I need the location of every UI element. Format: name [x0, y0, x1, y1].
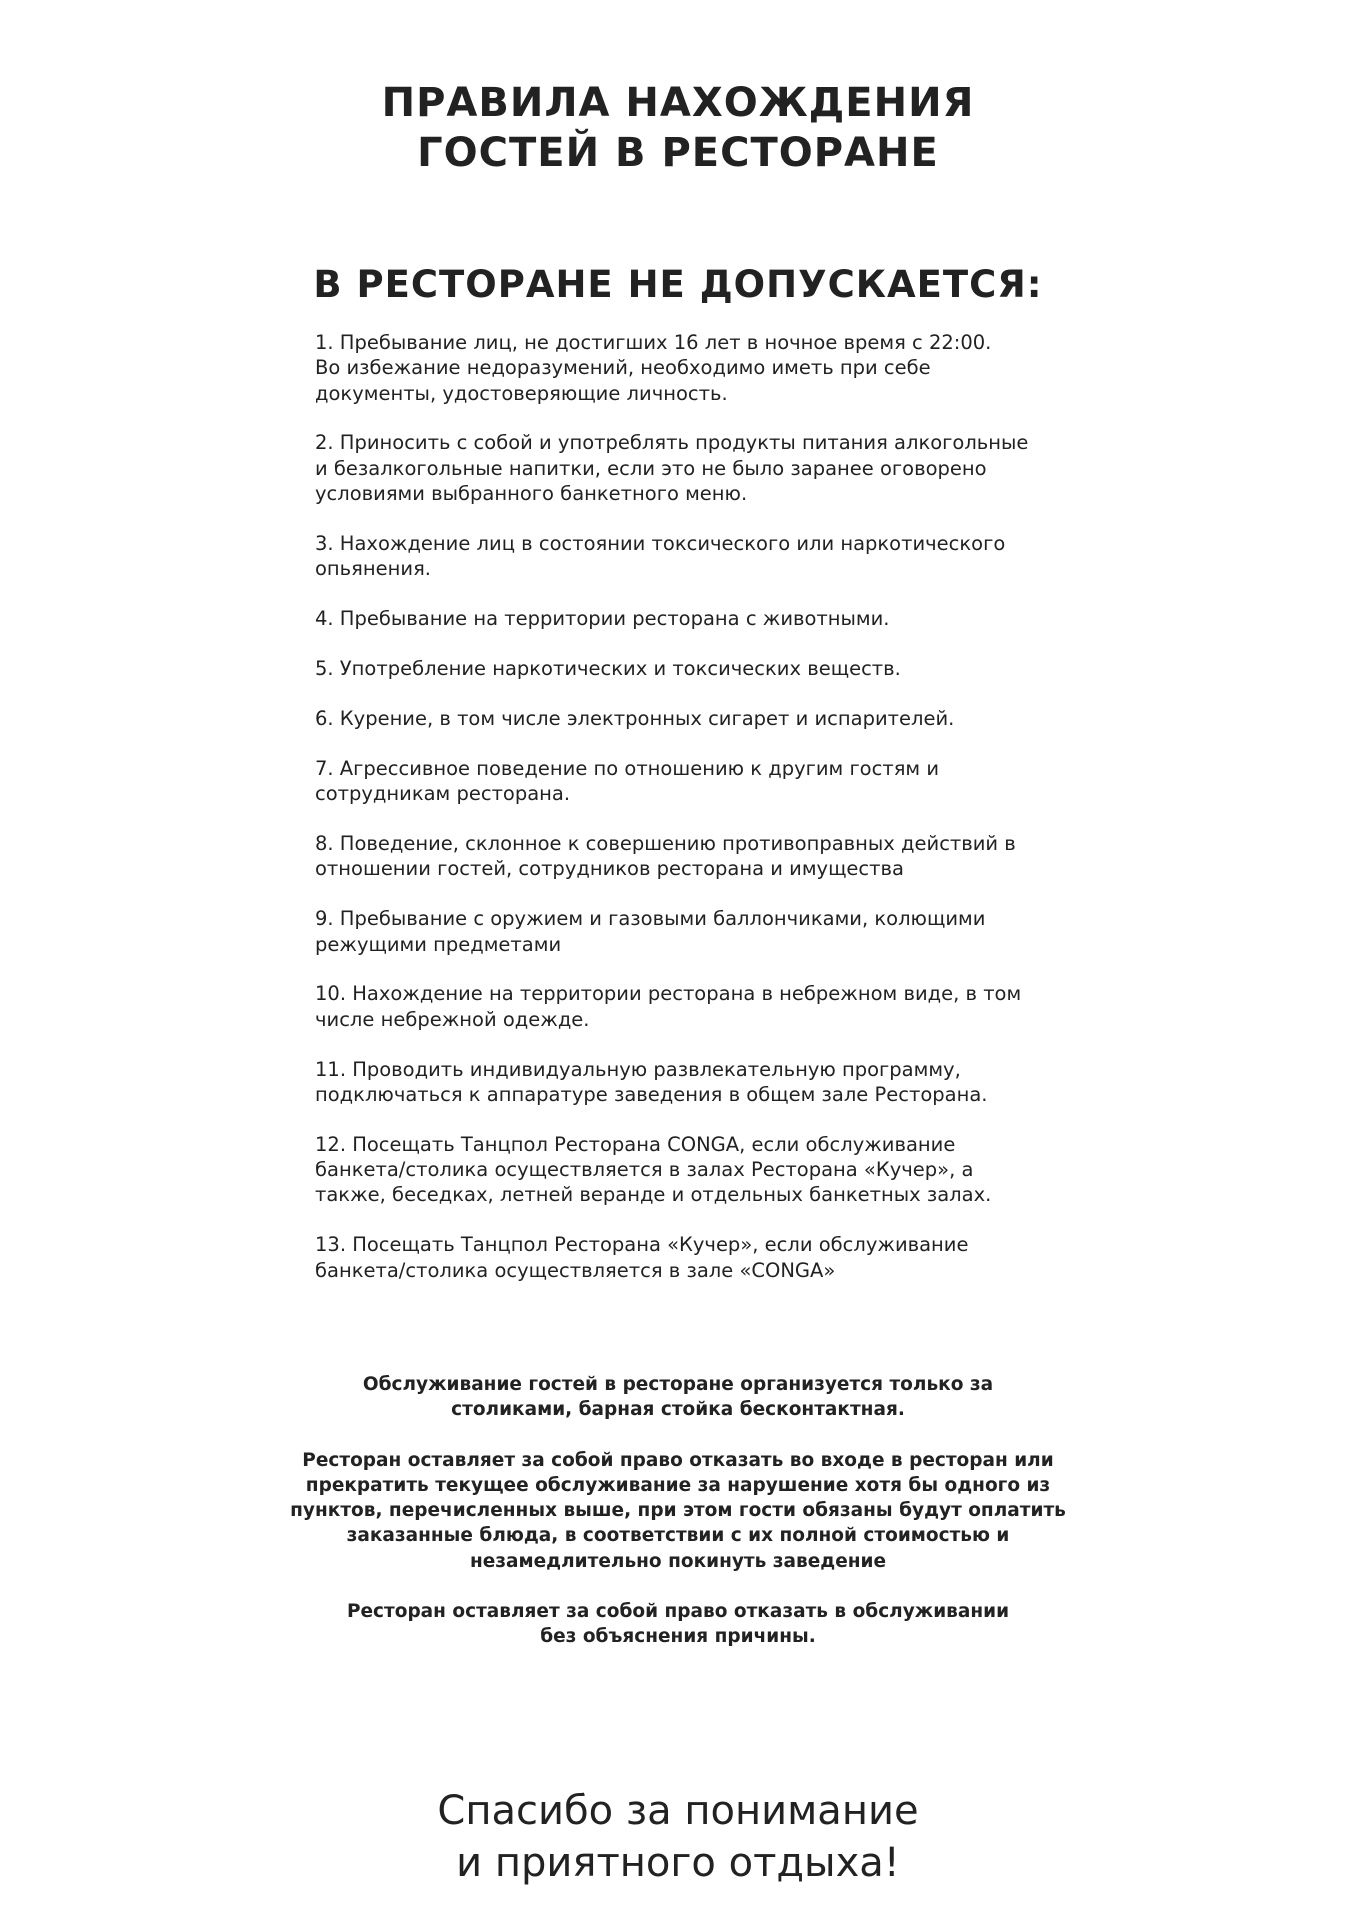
rule-line: также, беседках, летней веранде и отдельных банкетных залах. [315, 1183, 992, 1207]
note-line: незамедлительно покинуть заведение [469, 1550, 887, 1572]
rule-line: Во избежание недоразумений, необходимо иметь при себе [315, 356, 931, 380]
rule-line: 6. Курение, в том числе электронных сигарет и испарителей. [315, 706, 955, 730]
rule-item-9 [315, 906, 1095, 957]
rule-line: опьянения. [315, 557, 432, 581]
rule-item-10 [315, 981, 1095, 1032]
rule-line: условиями выбранного банкетного меню. [315, 482, 748, 506]
rule-line: 12. Посещать Танцпол Ресторана CONGA, если обслуживание [315, 1132, 956, 1156]
note-line: столиками, барная стойка бесконтактная. [451, 1399, 905, 1421]
note-service [0, 1372, 1356, 1423]
rule-item-7 [315, 756, 1095, 807]
rule-item-1 [315, 330, 1095, 406]
rule-line: 13. Посещать Танцпол Ресторана «Кучер», если обслуживание [315, 1233, 969, 1257]
rule-line: числе небрежной одежде. [315, 1007, 590, 1031]
notes-block [0, 1372, 1356, 1675]
section-heading: В РЕСТОРАНЕ НЕ ДОПУСКАЕТСЯ: [313, 263, 1043, 306]
rule-line: 8. Поведение, склонное к совершению противоправных действий в [315, 832, 1016, 856]
rules-list [315, 330, 1095, 1307]
rule-line: и безалкогольные напитки, если это не было заранее оговорено [315, 456, 987, 480]
note-line: без объяснения причины. [540, 1626, 816, 1648]
note-refusal-entry [0, 1448, 1356, 1574]
rule-line: 7. Агрессивное поведение по отношению к другим гостям и [315, 756, 940, 780]
note-line: прекратить текущее обслуживание за нарушение хотя бы одного из [305, 1474, 1051, 1496]
rule-line: документы, удостоверяющие личность. [315, 381, 728, 405]
rule-line: 9. Пребывание с оружием и газовыми баллончиками, колющими [315, 907, 986, 931]
rule-line: 10. Нахождение на территории ресторана в небрежном виде, в том [315, 982, 1022, 1006]
rule-item-6 [315, 706, 1095, 731]
closing-line: Спасибо за понимание [437, 1788, 919, 1834]
rule-item-13 [315, 1232, 1095, 1283]
closing-message [0, 1785, 1356, 1889]
note-line: пунктов, перечисленных выше, при этом гости обязаны будут оплатить [290, 1500, 1066, 1522]
rule-item-11 [315, 1057, 1095, 1108]
rule-line: банкета/столика осуществляется в зале «CONGA» [315, 1258, 836, 1282]
title-line: ПРАВИЛА НАХОЖДЕНИЯ [381, 80, 975, 126]
rule-line: отношении гостей, сотрудников ресторана и имущества [315, 857, 904, 881]
title-line: ГОСТЕЙ В РЕСТОРАНЕ [417, 130, 939, 176]
rule-item-12 [315, 1132, 1095, 1208]
note-line: Ресторан оставляет за собой право отказать в обслуживании [346, 1601, 1010, 1623]
note-line: заказанные блюда, в соответствии с их полной стоимостью и [346, 1525, 1010, 1547]
note-line: Ресторан оставляет за собой право отказать во входе в ресторан или [302, 1449, 1054, 1471]
closing-line: и приятного отдыха! [456, 1840, 900, 1886]
note-line: Обслуживание гостей в ресторане организуется только за [362, 1374, 994, 1395]
rule-line: 2. Приносить с собой и употреблять продукты питания алкогольные [315, 431, 1029, 455]
rule-item-3 [315, 531, 1095, 582]
rule-line: подключаться к аппаратуре заведения в общем зале Ресторана. [315, 1082, 988, 1106]
rule-line: сотрудникам ресторана. [315, 782, 571, 806]
rule-item-2 [315, 430, 1095, 506]
rule-line: банкета/столика осуществляется в залах Ресторана «Кучер», а [315, 1158, 974, 1182]
rule-item-8 [315, 831, 1095, 882]
rule-item-5 [315, 656, 1095, 681]
rule-line: 11. Проводить индивидуальную развлекательную программу, [315, 1057, 961, 1081]
page-title [0, 78, 1356, 178]
rule-line: режущими предметами [315, 932, 562, 956]
rule-line: 5. Употребление наркотических и токсических веществ. [315, 657, 901, 681]
rule-line: 4. Пребывание на территории ресторана с животными. [315, 607, 890, 631]
rule-item-4 [315, 606, 1095, 631]
note-refusal-service [0, 1599, 1356, 1650]
rule-line: 3. Нахождение лиц в состоянии токсического или наркотического [315, 531, 1006, 555]
rule-line: 1. Пребывание лиц, не достигших 16 лет в ночное время с 22:00. [315, 331, 992, 354]
